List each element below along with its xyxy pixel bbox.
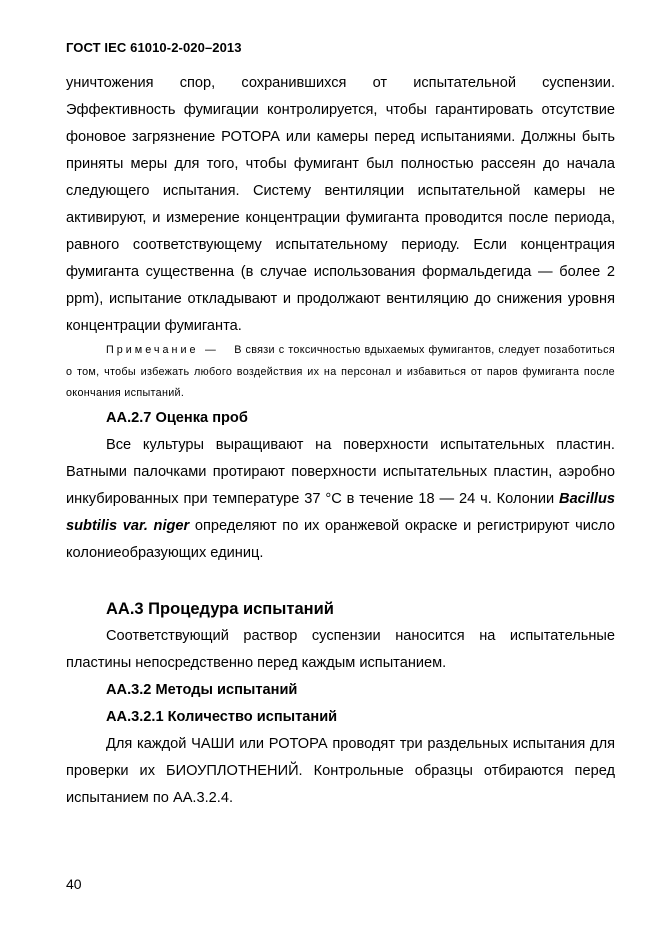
paragraph-sample-evaluation-end: определяют по их оранжевой окраске и регистрируют число колониеобразующих единиц.	[66, 517, 615, 561]
note-text: В связи с токсичностью вдыхаемых фумигантов, следует позаботиться о том, чтобы избежать любого воздействия их на персонал и избавиться от паров фумиганта после окончания испытаний.	[66, 344, 616, 399]
heading-aa-3-2-1: АА.3.2.1 Количество испытаний	[106, 708, 338, 725]
note-label: Примечание —	[106, 344, 219, 356]
document-header: ГОСТ IEC 61010-2-020–2013	[66, 40, 242, 55]
organism-name: Bacillus subtilis var. niger	[66, 490, 615, 534]
paragraph-number-of-tests: Для каждой ЧАШИ или РОТОРА проводят три раздельных испытания для проверки их БИОУПЛОТНЕНИЙ. Контрольные образцы отбираются перед испытанием по АА.3.2.4.	[66, 735, 615, 806]
page-number: 40	[66, 876, 82, 892]
heading-aa-3-2: АА.3.2 Методы испытаний	[106, 681, 298, 698]
paragraph-fumigation: уничтожения спор, сохранившихся от испытательной суспензии. Эффективность фумигации контролируется, чтобы гарантировать отсутствие фоновое загрязнение РОТОРА или камеры перед испытаниями. Должны быть приняты меры для того, чтобы фумигант был полностью рассеян до начала следующего испытания. Систему вентиляции испытательной камеры не активируют, и измерение концентрации фумиганта проводится после периода, равного соответствующему испытательному периоду. Если концентрация фумиганта существенна (в случае использования формальдегида — более 2 ppm), испытание откладывают и продолжают вентиляцию до снижения уровня концентрации фумиганта.	[66, 75, 615, 334]
heading-aa-3: АА.3 Процедура испытаний	[106, 599, 334, 618]
page-content	[66, 70, 615, 812]
paragraph-test-procedure: Соответствующий раствор суспензии наносится на испытательные пластины непосредственно перед каждым испытанием.	[66, 627, 615, 671]
note-paragraph	[66, 340, 615, 405]
paragraph-sample-evaluation	[66, 432, 615, 567]
paragraph-sample-evaluation-start: Все культуры выращивают на поверхности испытательных пластин. Ватными палочками протирают поверхности испытательных пластин, аэробно инкубированных при температуре 37 °С в течение 18 — 24 ч. Колонии	[66, 436, 615, 507]
section-spacer	[66, 567, 615, 596]
heading-aa-2-7: АА.2.7 Оценка проб	[106, 409, 248, 426]
